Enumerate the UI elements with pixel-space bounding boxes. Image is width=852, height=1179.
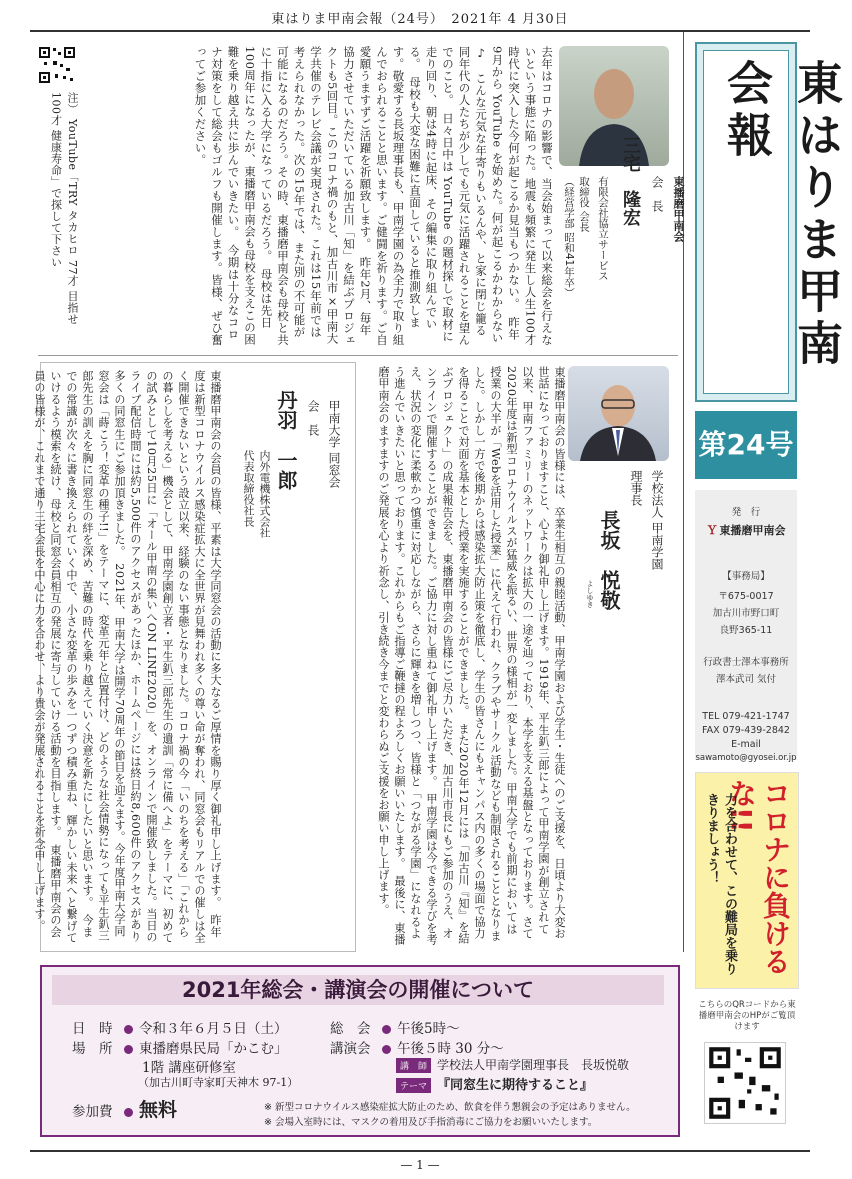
issue-number: 第24号 — [695, 411, 797, 479]
event-meeting-row — [330, 1017, 460, 1037]
email[interactable]: sawamoto@gyosei.or.jp — [695, 753, 797, 763]
alumni-name: 丹羽 一郎 — [274, 390, 298, 490]
address-line2: 良野365-11 — [719, 625, 773, 636]
publisher-org — [695, 522, 797, 538]
event-date-label: 日 時 — [72, 1021, 113, 1037]
event-fee-row — [72, 1095, 177, 1122]
event-date: 令和３年６月５日（土） — [139, 1021, 288, 1037]
president-name: 長坂 悦敬 — [597, 510, 621, 610]
event-place-address: （加古川町寺家町天神木 97-1） — [138, 1076, 299, 1089]
chairman-byline — [562, 136, 686, 346]
chairman-photo — [559, 46, 669, 166]
event-note2: ※ 会場入室時には、マスクの着用及び手指消毒にご協力をお願いいたします。 — [264, 1117, 598, 1128]
theme-tag: テーマ — [396, 1078, 431, 1093]
office-name1: 行政書士澤本事務所 — [703, 657, 789, 668]
org-logo-icon: Ｙ — [706, 524, 718, 537]
event-lecture-time: 午後５時 30 分～ — [397, 1041, 504, 1057]
chairman-greeting-body: 去年はコロナの影響で、当会始まって以来総会を行えないという事態に陥った。地震も頻繁に発生し人生100才時代に突入した今何が起こるか見当もつかない。 昨年9月から YouTube を始めた。何が起こるかわからない♪ こんな元気な年寄りもいるんや、と家に閉じ籠る同年代の人たちが少しでも元気に活躍されることを望んでのこと。 日々日中は YouTube の題材探しで取材に走り回り、朝は4時に起床、その編集に取り組んでいる。 母校も大変な困難に直面していると推測致します。敬愛する長坂理事長も、甲南学園の為全力で取り組んでおられることと思います。ご健闘を祈ります。ご自愛願うますずご活躍を祈願致します。 昨年2月、毎年協力させていただいている加古川「知」を結ぶプロジェクトも5回目。このコロナ禍のもと、加古川市×甲南大学共催のテレビ会議が実現された。これは15年前では考えられなかった。次の15年では、また別の不可能が可能になるのだろう。その時、東播磨甲南会も母校と共に十指に入る大学になっているだろう。 母校は先日100周年になったが、東播磨甲南会も母校を支えこの困難を乗り越え共に歩んでいきたい。 今期は十分なコロナ対策をして総会もゴルフも開催します。皆様、ぜひ奮ってご参加ください。 — [193, 46, 554, 346]
office-label: 【事務局】 — [722, 571, 770, 582]
homepage-qr-code[interactable] — [704, 1042, 786, 1124]
chairman-org: 東播磨甲南会 — [672, 176, 685, 242]
event-notice — [40, 965, 680, 1137]
qr-code — [38, 46, 76, 84]
event-theme: 『同窓生に期待すること』 — [437, 1078, 594, 1093]
alumni-greeting-body: 東播磨甲南会の会員の皆様、平素は大学同窓会の活動に多大なるご厚情を賜り厚く御礼申し上げます。 昨年度は新型コロナウイルス感染症拡大に全世界が見舞われ多くの尊い命が奪われ、同窓会もリアルでの催しは全く開催できないという設立以来、経験のない事態となりました。コロナ禍の今「いのちを考える」「これからの暮らしを考える」機会として、甲南学園創立者・平生釟三郎先生の遺訓「常に備へよ」をテーマに、初めての試みとして10月25日に「オール甲南の集いへON LINE2020」を、オンラインで開催致しました。当日のライブ配信時間には約5,500件のアクセスがあったほか、ホームページには終日約8,600件のアクセスがあり多くの同窓生にご参加頂きました。 2021年、甲南大学は開学70周年の節目を迎えます。今年度甲南大学同窓会は「蒔こう！変革の種子!!」をテーマに、変革元年と位置付け、どのような社会情勢になっても平生釟三郎先生の訓えを胸に同窓生の絆を深め、苦難の時代を乗り越えていく決意を新たにしたいと思います。 今までの常識が次々に書き換えられていく中で、小さな変革の歩みを一つずつ積み重ね、輝かしい未来へと繋げていけるよう模索を続け、母校と同窓会員相互の発展に寄与していける活動を目指します。 東播磨甲南会の会員の皆様が、これまで通り三宅会長を中心に力を合わせ、より貴会が発展されることを祈念申し上げます。 — [33, 370, 222, 944]
page-number: — 1 — — [30, 1150, 810, 1172]
issue-header: 東はりま甲南会報（24号） 2021年 4 月30日 — [30, 8, 810, 32]
column-divider — [683, 32, 684, 952]
event-meeting-time: 午後5時～ — [397, 1021, 460, 1037]
event-theme-row — [396, 1074, 593, 1093]
newsletter-title: 東はりま甲南会報 — [720, 59, 844, 371]
event-note1: ※ 新型コロナウイルス感染症拡大防止のため、飲食を伴う懇親会の予定はありません。 — [264, 1102, 636, 1113]
email-label: E-mail — [731, 739, 761, 750]
president-org: 学校法人 甲南学園 — [650, 470, 664, 570]
speaker-tag: 講 師 — [396, 1058, 431, 1073]
tel: TEL 079-421-1747 — [702, 711, 790, 722]
alumni-company-role: 代表取締役社長 — [242, 450, 255, 527]
event-fee: 無料 — [139, 1099, 178, 1121]
postal-code: 〒675-0017 — [718, 591, 774, 602]
event-place-label: 場 所 — [72, 1041, 113, 1057]
office-name2: 澤本武司 気付 — [715, 674, 777, 685]
president-name-ruby: よしゆき — [586, 580, 594, 608]
president-byline — [585, 470, 666, 710]
event-title: 2021年総会・講演会の開催について — [52, 975, 664, 1005]
bullet-icon — [382, 1045, 391, 1054]
event-lecture-row — [330, 1037, 504, 1057]
chairman-name: 三宅 隆宏 — [620, 136, 641, 226]
president-greeting-body: 東播磨甲南会の皆様には、卒業生相互の親睦活動、甲南学園および学生・生徒へのご支援を、日頃より大変お世話になっておりますこと、心より御礼申し上げます。1919年、平生釟三郎によって甲南学園が創立されて以来、甲南ファミリーのネットワークは拡大の一途を辿っており、本学を支える基盤となっております。さて2020年度は新型コロナウイルスが猛威を振るい、世界の様相が一変しました。甲南大学でも前期においては授業の大半が「Webを活用した授業」に代えて行われ、クラブやサークル活動なども制限されることとなりました。しかし一方で後期からは感染拡大防止策を徹底し、学生の皆さんにもキャンパス内の多くの場面で協力を得ることで対面を基本とした授業を実施することができました。 また2020年12月には「加古川『知』を結ぶプロジェクト」の成果報告会を、東播磨甲南会の皆様にご尽力いただき、加古川市長にもご参加のうえ、オンラインで開催することができました。ご協力に対し重ねて御礼申し上げます。 甲南学園は今できる学びを考え、状況の変化に柔軟かつ慎重に対応しながら、さらに輝きを増しつつ、皆様と「つながる学園」になれるよう進んでいきたいと思っております。これからもご指導ご鞭撻の程よろしくお願いいたします。 最後に、東播磨甲南会のますますのご発展を心より祈念し、引き続き今までと変わらぬご支援をお願い申し上げます。 — [377, 366, 566, 946]
bullet-icon — [124, 1108, 133, 1117]
event-meeting-label: 総 会 — [330, 1021, 371, 1037]
bullet-icon — [124, 1025, 133, 1034]
event-date-row — [72, 1017, 288, 1037]
corona-banner — [695, 772, 799, 989]
event-place-room: 1階 講座研修室 — [142, 1060, 236, 1076]
event-place-row — [72, 1037, 288, 1057]
masthead — [695, 42, 844, 402]
president-photo — [568, 366, 669, 461]
event-place: 東播磨県民局「かこむ」 — [139, 1041, 288, 1057]
publisher-info — [695, 490, 797, 763]
fax: FAX 079-439-2842 — [702, 725, 790, 736]
president-role: 理事長 — [629, 470, 643, 506]
corona-headline: コロナに負けるな!! — [725, 779, 792, 975]
alumni-role: 会 長 — [306, 400, 320, 436]
publisher-label: 発 行 — [731, 507, 761, 518]
chairman-role: 会 長 — [650, 176, 664, 212]
youtube-note: 注） YouTube「TRY タカヒロ 77才 目指せ100才 健康寿命」で探して下さい — [49, 92, 79, 326]
masthead-frame — [703, 50, 844, 394]
event-speaker: 学校法人甲南学園理事長 長坂悦敬 — [437, 1058, 630, 1072]
event-fee-label: 参加費 — [72, 1104, 113, 1120]
publisher-org-name: 東播磨甲南会 — [719, 524, 786, 537]
bullet-icon — [124, 1045, 133, 1054]
alumni-byline — [240, 390, 343, 630]
qr-caption: こちらのQRコードから東播磨甲南会のHPがご覧頂けます — [698, 1000, 796, 1032]
event-lecture-label: 講演会 — [330, 1041, 371, 1057]
chairman-company-role: 取締役 会長 — [578, 176, 590, 232]
alumni-company: 内外電機株式会社 — [258, 450, 271, 538]
bullet-icon — [382, 1025, 391, 1034]
chairman-faculty: （経営学部 昭和41年卒） — [563, 176, 575, 298]
chairman-company: 有限会社協立サービス — [597, 176, 609, 281]
alumni-org: 甲南大学 同窓会 — [327, 400, 341, 488]
address-line1: 加古川市野口町 — [712, 608, 780, 619]
event-speaker-row — [396, 1056, 629, 1073]
article-divider — [38, 355, 678, 356]
corona-message: 力を合わせて、この難局を乗りきりましょう！ — [704, 793, 737, 975]
qr-code-icon — [705, 1043, 785, 1123]
qr-code-icon — [38, 46, 76, 84]
